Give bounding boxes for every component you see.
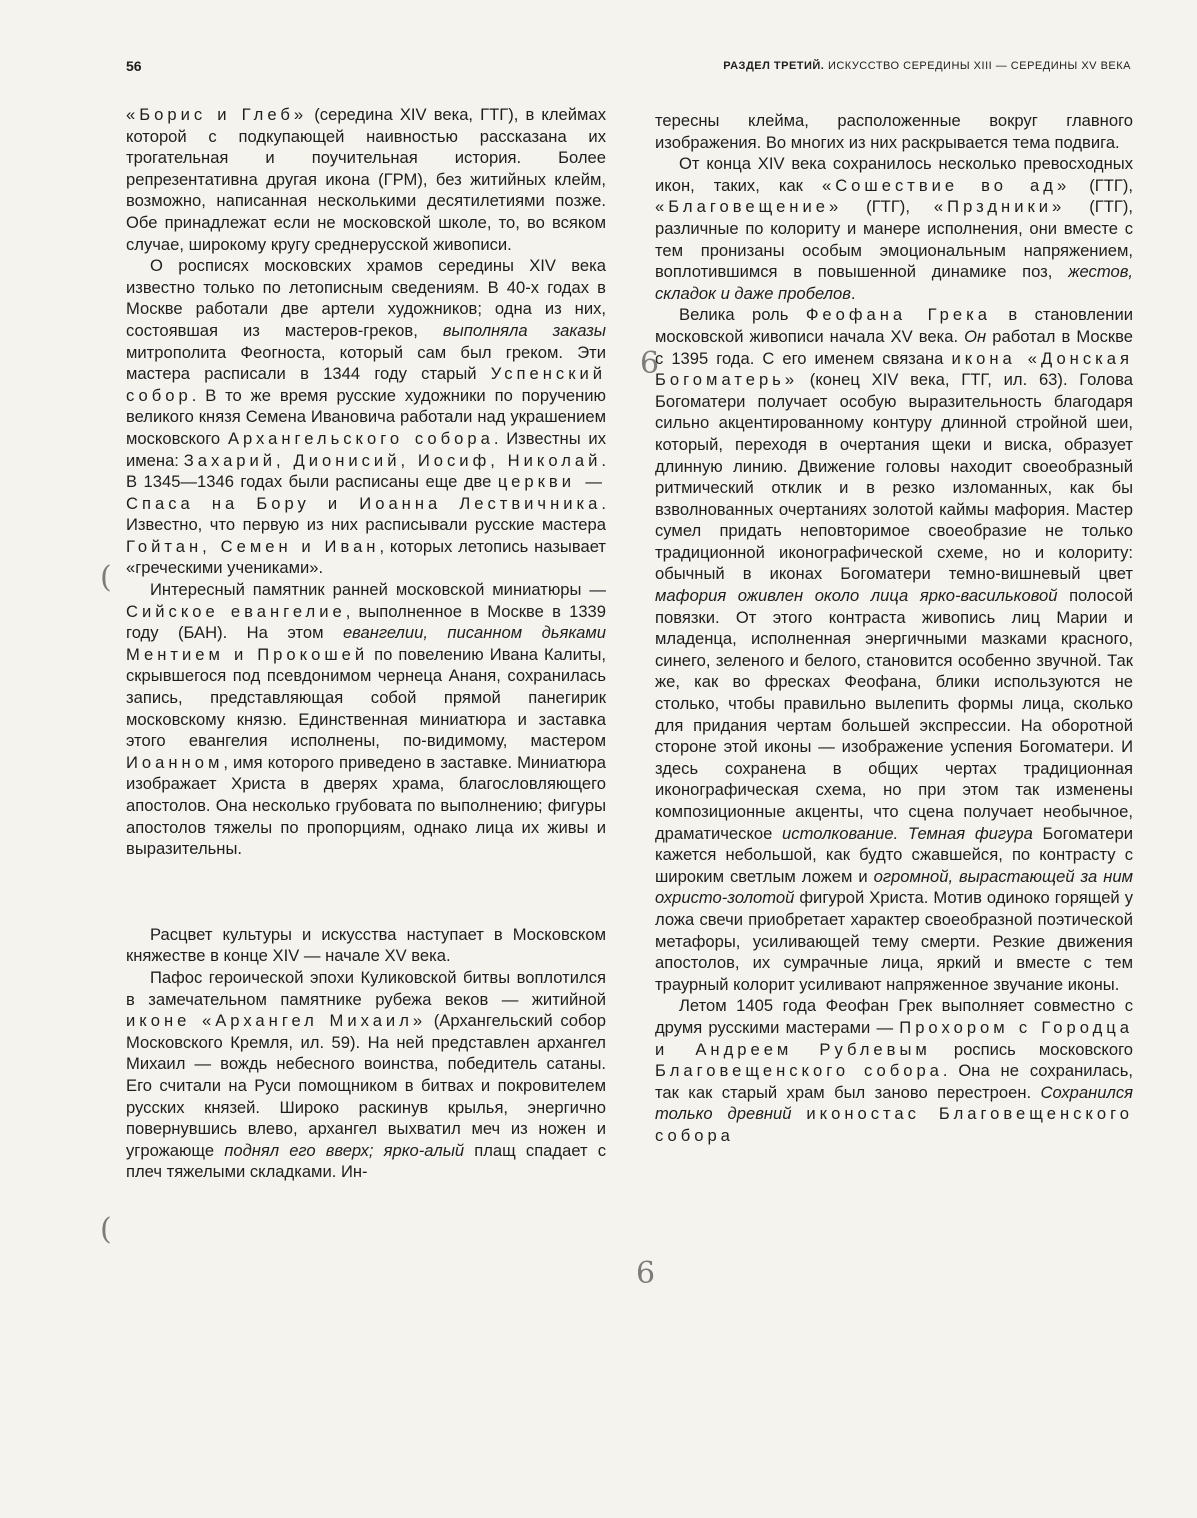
running-head-section: РАЗДЕЛ ТРЕТИЙ. (723, 60, 825, 72)
page-number: 56 (126, 58, 142, 74)
paragraph: Интересный памятник ранней московской миниатюры — Сийское евангелие, выполненное в Москве в 1339 году (БАН). На этом евангелии, писанном дьяками Ментием и Прокошей по повелению Ивана Калиты, скрывшегося под псевдонимом чернеца Ананя, сохранилась запись, представляющая собой прямой панегирик московскому князю. Единственная миниатюра и заставка этого евангелия исполнены, по-видимому, мастером Иоанном, имя которого приведено в заставке. Миниатюра изображает Христа в дверях храма, благословляющего апостолов. Она несколько грубовата по выполнению; фигуры апостолов тяжелы по пропорциям, однако лица их живы и выразительны. (126, 580, 607, 859)
running-head-title: ИСКУССТВО СЕРЕДИНЫ XIII — СЕРЕДИНЫ XV ВЕКА (827, 60, 1131, 72)
paragraph: «Борис и Глеб» (середина XIV века, ГТГ), в клеймах которой с подкупающей наивностью рассказана их трогательная и поучительная история. Более репрезентативна другая икона (ГРМ), без житийных клейм, возможно, написанная несколькими десятилетиями позже. Обе принадлежат если не московской школе, то, во всяком случае, широкому кругу среднерусской живописи. (126, 105, 606, 254)
paragraph: От конца XIV века сохранилось несколько превосходных икон, таких, как «Сошествие во ад» (ГТГ), «Благовещение» (ГТГ), «Прздники» (ГТГ), различные по колориту и манере исполнения, они вместе с тем пронизаны особым эмоциональным напряжением, воплотившимся в повышенной динамике поз, жестов, складок и даже пробелов. (655, 154, 1133, 303)
margin-mark: ( (100, 1212, 112, 1247)
margin-mark: 6 (636, 1256, 656, 1291)
paragraph: О росписях московских храмов середины XIV века известно только по летописным сведениям. В 40-х годах в Москве работали две артели художников; одна из них, состоявшая из мастеров-греков, выполняла заказы митрополита Феогноста, который сам был греком. Эти мастера расписали в 1344 году старый Успенский собор. В то же время русские художники по поручению великого князя Семена Ивановича работали над украшением московского Архангельского собора. Известны их имена: Захарий, Дионисий, Иосиф, Николай. В 1345—1346 годах были расписаны еще две церкви — Спаса на Бору и Иоанна Лествичника. Известно, что первую из них расписывали русские мастера Гойтан, Семен и Иван, которых летопись называет «греческими учениками». (126, 256, 607, 578)
margin-mark: ( (100, 560, 112, 595)
section-gap (126, 860, 606, 924)
left-column (126, 104, 606, 1183)
margin-mark: 6 (640, 346, 660, 381)
paragraph: Пафос героической эпохи Куликовской битвы воплотился в замечательном памятнике рубежа веков — житийной иконе «Архангел Михаил» (Архангельский собор Московского Кремля, ил. 59). На ней представлен архангел Михаил — вождь небесного воинства, победитель сатаны. Его считали на Руси помощником в битвах и покровителем русских князей. Широко раскинув крылья, энергично повернувшись влево, архангел выхватил меч из ножен и угрожающе поднял его вверх; ярко-алый плащ спадает с плеч тяжелыми складками. Ин- (126, 967, 607, 1182)
paragraph: Расцвет культуры и искусства наступает в Московском княжестве в конце XIV — начале XV века. (126, 924, 606, 966)
paragraph: Летом 1405 года Феофан Грек выполняет совместно с друмя русскими мастерами — Прохором с Городца и Андреем Рублевым роспись московского Благовещенского собора. Она не сохранилась, так как старый храм был заново перестроен. Сохранился только древний иконостас Благовещенского собора (655, 996, 1133, 1145)
paragraph: тересны клейма, расположенные вокруг главного изображения. Во многих из них раскрывается тема подвига. (655, 111, 1133, 152)
running-head (723, 60, 1131, 72)
paragraph: Велика роль Феофана Грека в становлении московской живописи начала XV века. Он работал в Москве с 1395 года. С его именем связана икона «Донская Богоматерь» (конец XIV века, ГТГ, ил. 63). Голова Богоматери получает особую выразительность благодаря сильно акцентированному контуру длинной стройной шеи, который, переходя в очертания щеки и виска, образует длинную линию. Движение головы находит своеобразный ритмический отклик и в резко изломанных, как бы взволнованных очертаниях золотой каймы мафория. Мастер сумел придать неповторимое своеобразие не только традиционной иконографической схеме, но и колориту: обычный в иконах Богоматери темно-вишневый цвет мафория оживлен около лица ярко-васильковой полосой повязки. От этого контраста живопись лиц Марии и младенца, исполненная энергичными мазками красного, синего, зеленого и белого, становится особенно звучной. Так же, как во фресках Феофана, блики используются не столько, чтобы правильно вылепить формы лица, сколько для придания чертам большей экспрессии. На оборотной стороне этой иконы — изображение успения Богоматери. И здесь сохранена в общих чертах традиционная иконографическая схема, но при этом так изменены композиционные акценты, что сцена получает необычное, драматическое истолкование. Темная фигура Богоматери кажется небольшой, как будто сжавшейся, по контрасту с широким светлым ложем и огромной, вырастающей за ним охристо-золотой фигурой Христа. Мотив одиноко горящей у ложа свечи приобретает характер своеобразной поэтической метафоры, усиливающей тему смерти. Резкие движения апостолов, их сумрачные лица, яркий и вместе с тем траурный колорит усиливают напряженное звучание иконы. (655, 305, 1134, 994)
right-column (655, 110, 1133, 1147)
